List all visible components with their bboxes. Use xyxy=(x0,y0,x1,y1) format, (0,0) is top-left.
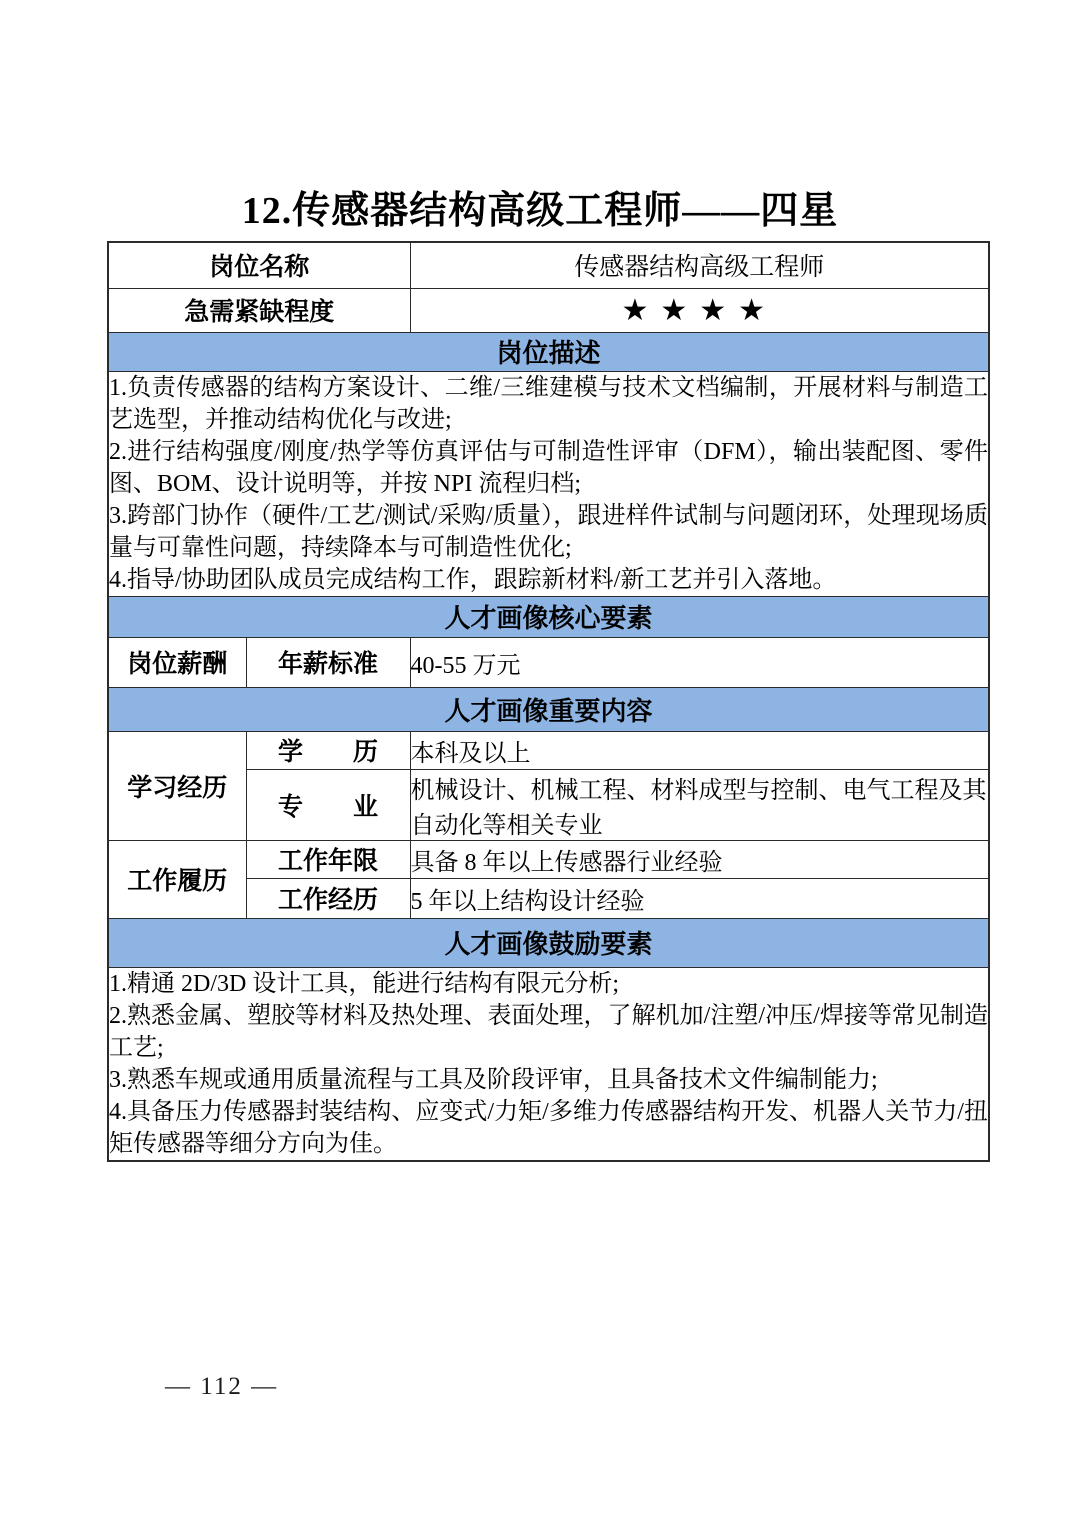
salary-group-label: 岗位薪酬 xyxy=(108,637,246,687)
salary-standard-label: 年薪标准 xyxy=(246,637,410,687)
job-name-label: 岗位名称 xyxy=(108,242,410,288)
table-row-header-job-desc xyxy=(108,332,989,371)
job-name-value: 传感器结构高级工程师 xyxy=(410,242,989,288)
encouraged-elements-cell xyxy=(108,967,989,1161)
section-header-job-description: 岗位描述 xyxy=(108,332,989,371)
major-label: 专 业 xyxy=(246,769,410,840)
work-experience-label: 工作经历 xyxy=(246,878,410,918)
job-desc-item-3: 3.跨部门协作（硬件/工艺/测试/采购/质量），跟进样件试制与问题闭环，处理现场质量与可靠性问题，持续降本与可制造性优化; xyxy=(109,502,989,561)
work-group-label: 工作履历 xyxy=(108,840,246,918)
encourage-item-4: 4.具备压力传感器封装结构、应变式/力矩/多维力传感器结构开发、机器人关节力/扭矩传感器等细分方向为佳。 xyxy=(109,1098,989,1157)
salary-value: 40-55 万元 xyxy=(410,637,989,687)
job-desc-item-4: 4.指导/协助团队成员完成结构工作，跟踪新材料/新工艺并引入落地。 xyxy=(109,566,837,593)
table-row-job-desc-body xyxy=(108,371,989,596)
table-row-header-core xyxy=(108,596,989,637)
page-number: — 112 — xyxy=(165,1373,279,1400)
job-profile-table xyxy=(107,241,990,1162)
work-years-label: 工作年限 xyxy=(246,840,410,878)
table-row-work-years xyxy=(108,840,989,878)
table-row-job-name xyxy=(108,242,989,288)
work-years-value: 具备 8 年以上传感器行业经验 xyxy=(410,840,989,878)
table-row-header-encourage xyxy=(108,918,989,967)
table-row-urgency xyxy=(108,288,989,332)
degree-label: 学 历 xyxy=(246,731,410,769)
urgency-star-rating: ★★★★ xyxy=(410,288,989,332)
work-experience-value: 5 年以上结构设计经验 xyxy=(410,878,989,918)
table-row-salary xyxy=(108,637,989,687)
degree-value: 本科及以上 xyxy=(410,731,989,769)
table-row-degree xyxy=(108,731,989,769)
encourage-item-3: 3.熟悉车规或通用质量流程与工具及阶段评审，且具备技术文件编制能力; xyxy=(109,1066,878,1093)
job-description-cell xyxy=(108,371,989,596)
encourage-item-1: 1.精通 2D/3D 设计工具，能进行结构有限元分析; xyxy=(109,970,619,997)
page-title: 12.传感器结构高级工程师——四星 xyxy=(241,190,839,232)
encourage-item-2: 2.熟悉金属、塑胶等材料及热处理、表面处理，了解机加/注塑/冲压/焊接等常见制造工艺; xyxy=(109,1002,989,1061)
education-group-label: 学习经历 xyxy=(108,731,246,840)
job-desc-item-1: 1.负责传感器的结构方案设计、二维/三维建模与技术文档编制，开展材料与制造工艺选型，并推动结构优化与改进; xyxy=(109,374,989,433)
urgency-label: 急需紧缺程度 xyxy=(108,288,410,332)
major-value: 机械设计、机械工程、材料成型与控制、电气工程及其自动化等相关专业 xyxy=(410,769,989,840)
job-desc-item-2: 2.进行结构强度/刚度/热学等仿真评估与可制造性评审（DFM），输出装配图、零件图、BOM、设计说明等，并按 NPI 流程归档; xyxy=(109,438,989,497)
section-header-important-content: 人才画像重要内容 xyxy=(108,687,989,731)
table-row-encourage-body xyxy=(108,967,989,1161)
table-row-header-important xyxy=(108,687,989,731)
section-header-encouraged-elements: 人才画像鼓励要素 xyxy=(108,918,989,967)
section-header-core-elements: 人才画像核心要素 xyxy=(108,596,989,637)
